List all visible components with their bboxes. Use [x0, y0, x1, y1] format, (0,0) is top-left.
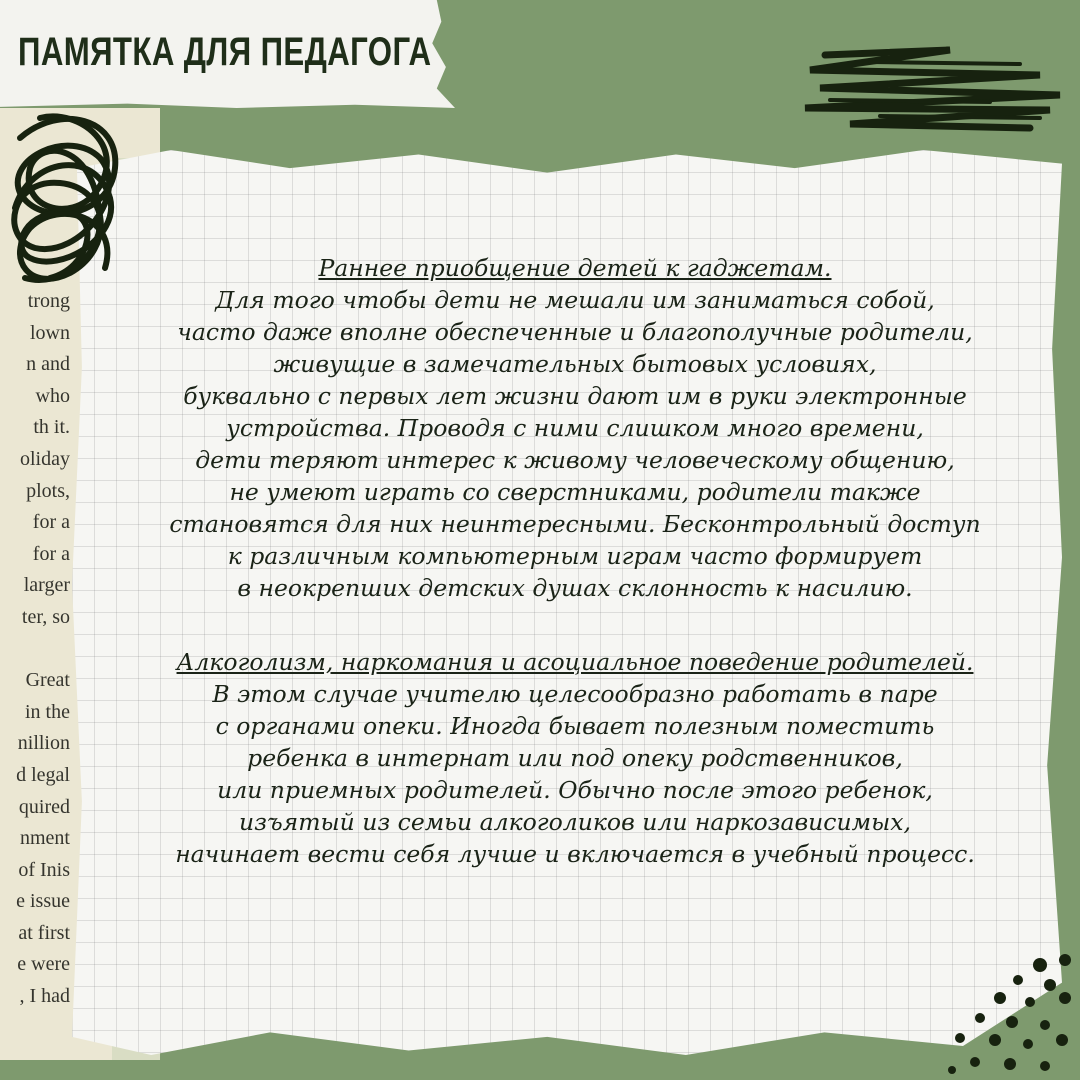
book-line: nillion — [17, 732, 70, 755]
book-line: e were — [17, 953, 70, 976]
book-line: for a — [32, 542, 70, 565]
text-line: или приемных родителей. Обычно после этого ребенок, — [217, 776, 933, 804]
section-alcoholism — [90, 646, 1060, 870]
section-body — [90, 678, 1060, 870]
section-body — [90, 284, 1060, 604]
text-line: дети теряют интерес к живому человеческому общению, — [195, 446, 955, 474]
book-line: n and — [26, 353, 70, 376]
brush-strokes-icon — [790, 40, 1070, 150]
book-line: Great — [25, 669, 70, 692]
page-title: ПАМЯТКА ДЛЯ ПЕДАГОГА — [18, 30, 432, 74]
book-line: who — [35, 384, 70, 407]
text-line: к различным компьютерным играм часто формирует — [227, 542, 923, 570]
text-line: в неокрепших детских душах склонность к насилию. — [237, 574, 913, 602]
text-line: В этом случае учителю целесообразно работать в паре — [212, 680, 938, 708]
book-line: quired — [18, 795, 70, 818]
memo-content — [90, 252, 1060, 870]
book-line: d legal — [16, 763, 70, 786]
book-line: e issue — [16, 890, 70, 913]
text-line: начинает вести себя лучше и включается в учебный процесс. — [175, 840, 975, 868]
text-line: не умеют играть со сверстниками, родители также — [229, 478, 921, 506]
text-line: живущие в замечательных бытовых условиях, — [273, 350, 877, 378]
text-line: становятся для них неинтересными. Бесконтрольный доступ — [169, 510, 981, 538]
section-gadgets — [90, 252, 1060, 604]
book-line: oliday — [20, 447, 70, 470]
text-line: устройства. Проводя с ними слишком много времени, — [226, 414, 924, 442]
section-heading: Раннее приобщение детей к гаджетам. — [318, 254, 832, 282]
text-line: ребенка в интернат или под опеку родственников, — [247, 744, 903, 772]
book-line: plots, — [26, 479, 70, 502]
section-heading: Алкоголизм, наркомания и асоциальное поведение родителей. — [176, 648, 974, 676]
book-line: of Inis — [18, 858, 70, 881]
text-line: изъятый из семьи алкоголиков или наркозависимых, — [239, 808, 911, 836]
book-line: in the — [25, 700, 70, 723]
book-line: at first — [18, 921, 70, 944]
text-line: Для того чтобы дети не мешали им заниматься собой, — [215, 286, 935, 314]
book-line: for a — [32, 511, 70, 534]
book-line: lown — [30, 321, 70, 344]
book-line: , I had — [19, 985, 70, 1008]
dots-pattern-icon — [940, 940, 1080, 1080]
book-line — [0, 634, 70, 666]
book-page-text — [0, 286, 70, 1013]
book-line: larger — [23, 574, 70, 597]
text-line: с органами опеки. Иногда бывает полезным поместить — [215, 712, 935, 740]
book-line: ter, so — [21, 605, 70, 628]
book-line: th it. — [33, 416, 70, 439]
book-line: nment — [20, 827, 70, 850]
text-line: часто даже вполне обеспеченные и благополучные родители, — [177, 318, 973, 346]
text-line: буквально с первых лет жизни дают им в руки электронные — [183, 382, 967, 410]
book-line: trong — [27, 290, 70, 312]
